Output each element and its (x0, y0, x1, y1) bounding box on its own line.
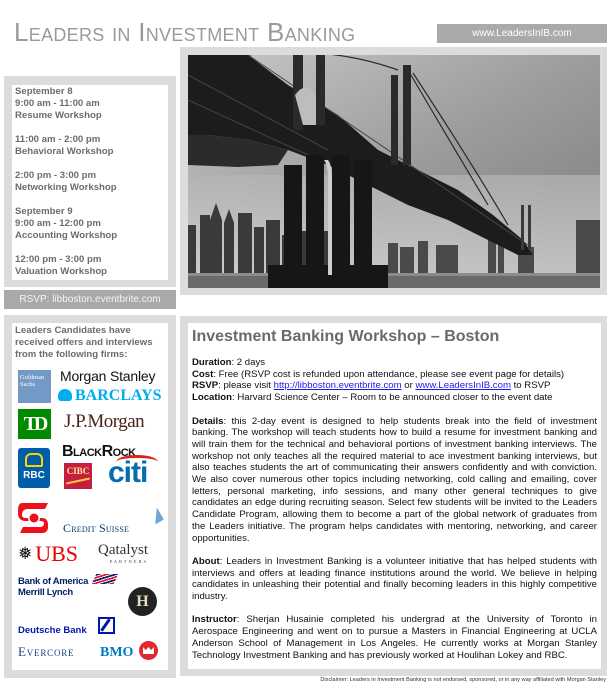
location-line: Location: Harvard Science Center – Room to be announced closer to the event date (192, 392, 553, 404)
schedule-panel (4, 76, 176, 287)
rbc-logo: RBC (18, 448, 50, 488)
scotiabank-logo (18, 501, 50, 535)
session-time: 9:00 am - 12:00 pm (15, 218, 101, 229)
page-title: Leaders in Investment Banking (14, 17, 356, 47)
session-name: Resume Workshop (15, 110, 102, 121)
ubs-logo: ❅ UBS (18, 541, 79, 566)
firms-intro: Leaders Candidates have received offers and interviews from the following firms: (15, 325, 153, 360)
citi-arc (116, 455, 158, 469)
rsvp-line: RSVP: please visit http://libboston.eventbrite.com or www.LeadersInIB.com to RSVP (192, 380, 551, 392)
firms-content (12, 323, 168, 670)
schedule-day-2 (15, 206, 165, 242)
instructor-paragraph: Instructor: Sherjan Husainie completed his undergrad at the University of Toronto in Aerospace Engineering and went on to pursue a Masters in Financial Engineering at UCLA Anderson School of Management in Los Angeles. He currently works at Morgan Stanley Technology Investment Banking and has previously worked at Houlihan Lokey and RBC. (192, 614, 597, 661)
session-name: Behavioral Workshop (15, 146, 114, 157)
workshop-title: Investment Banking Workshop – Boston (192, 328, 500, 345)
firms-panel (4, 315, 176, 678)
citi-logo: citi (108, 457, 147, 489)
session-time: 9:00 am - 11:00 am (15, 98, 100, 109)
cibc-logo: CIBC (64, 463, 92, 489)
slash-square-icon (98, 617, 115, 634)
deutsche-bank-logo: Deutsche Bank (18, 618, 87, 636)
photo-panel (180, 47, 607, 295)
flag-icon (92, 574, 119, 584)
schedule-day-1 (15, 86, 165, 122)
manhattan-bridge-image (188, 55, 600, 288)
eventbrite-link[interactable]: http://libboston.eventbrite.com (273, 380, 402, 392)
goldman-sachs-logo: Goldman Sachs (18, 370, 51, 403)
about-paragraph: About: Leaders in Investment Banking is a volunteer initiative that has helped students with interviews and offers at leading finance institutions around the world. We believe in helping candidates in unleashing their potential and finally becoming leaders in this highly competitive industry. (192, 555, 597, 603)
keys-icon: ❅ (18, 544, 33, 563)
houlihan-lokey-logo: H (128, 587, 157, 616)
qatalyst-logo: Qatalyst PARTNERS (98, 542, 148, 564)
scotiabank-icon (18, 501, 50, 535)
schedule-content (12, 85, 168, 280)
workshop-panel (180, 316, 607, 676)
blackrock-logo: BlackRock (62, 443, 136, 460)
session-name: Valuation Workshop (15, 266, 108, 277)
schedule-session (15, 134, 165, 158)
leadersinib-link[interactable]: www.LeadersInIB.com (415, 380, 511, 392)
credit-suisse-logo: Credit Suisse (63, 521, 129, 536)
barclays-logo: BARCLAYS (58, 387, 162, 405)
morgan-stanley-logo: Morgan Stanley (60, 368, 156, 384)
cibc-stripe (66, 478, 90, 485)
evercore-logo: Evercore (18, 644, 75, 659)
disclaimer: Disclaimer: Leaders in Investment Banking is not endorsed, sponsored, or in any way affiliated with Morgan Stanley (320, 677, 606, 683)
eagle-icon (58, 389, 72, 401)
session-name: Accounting Workshop (15, 230, 118, 241)
jpmorgan-logo: J.P.Morgan (64, 411, 145, 432)
website-banner[interactable]: www.LeadersInIB.com (437, 24, 607, 43)
cost-line: Cost: Free (RSVP cost is refunded upon attendance, please see event page for details) (192, 368, 565, 380)
bmo-logo: BMO (100, 641, 158, 663)
lion-icon (25, 453, 43, 467)
duration-line: Duration: 2 days (192, 357, 266, 368)
session-time: 11:00 am - 2:00 pm (15, 134, 101, 145)
bmo-roundel-icon (139, 641, 158, 660)
rsvp-banner[interactable]: RSVP: libboston.eventbrite.com (4, 290, 176, 309)
session-time: 2:00 pm - 3:00 pm (15, 170, 97, 181)
sails-icon (148, 507, 164, 524)
schedule-session (15, 170, 165, 194)
details-paragraph: Details: this 2-day event is designed to help students break into the field of investment banking. The workshop will teach students how to build a resume for investment banking and will train them for the technical and behavioral portions of investment banking interviews. The workshop not only teaches all the required material to ace investment banking interviews, but also teaches students the art of communicating their answers confidently and with conviction. We also cover numerous other topics including networking, cold calling and emailing, cover letters, personal marketing, info sessions, and many other general techniques to give candidates an edge during recruiting season. Select few students will be invited to the Leaders Candidate Program, allowing them to become a part of the global network of graduates from the Leaders initiative. The program helps candidates with mentoring, networking, and career opportunities. (192, 415, 597, 544)
td-logo: TD (18, 409, 51, 439)
bofa-logo: Bank of America Merrill Lynch (18, 576, 88, 598)
qatalyst-subtitle: PARTNERS (109, 559, 148, 564)
schedule-session (15, 254, 165, 278)
session-name: Networking Workshop (15, 182, 117, 193)
day-date: September 8 (15, 86, 73, 97)
session-time: 12:00 pm - 3:00 pm (15, 254, 102, 265)
workshop-content (188, 323, 601, 669)
day-date: September 9 (15, 206, 73, 217)
bridge-photo (188, 55, 600, 288)
